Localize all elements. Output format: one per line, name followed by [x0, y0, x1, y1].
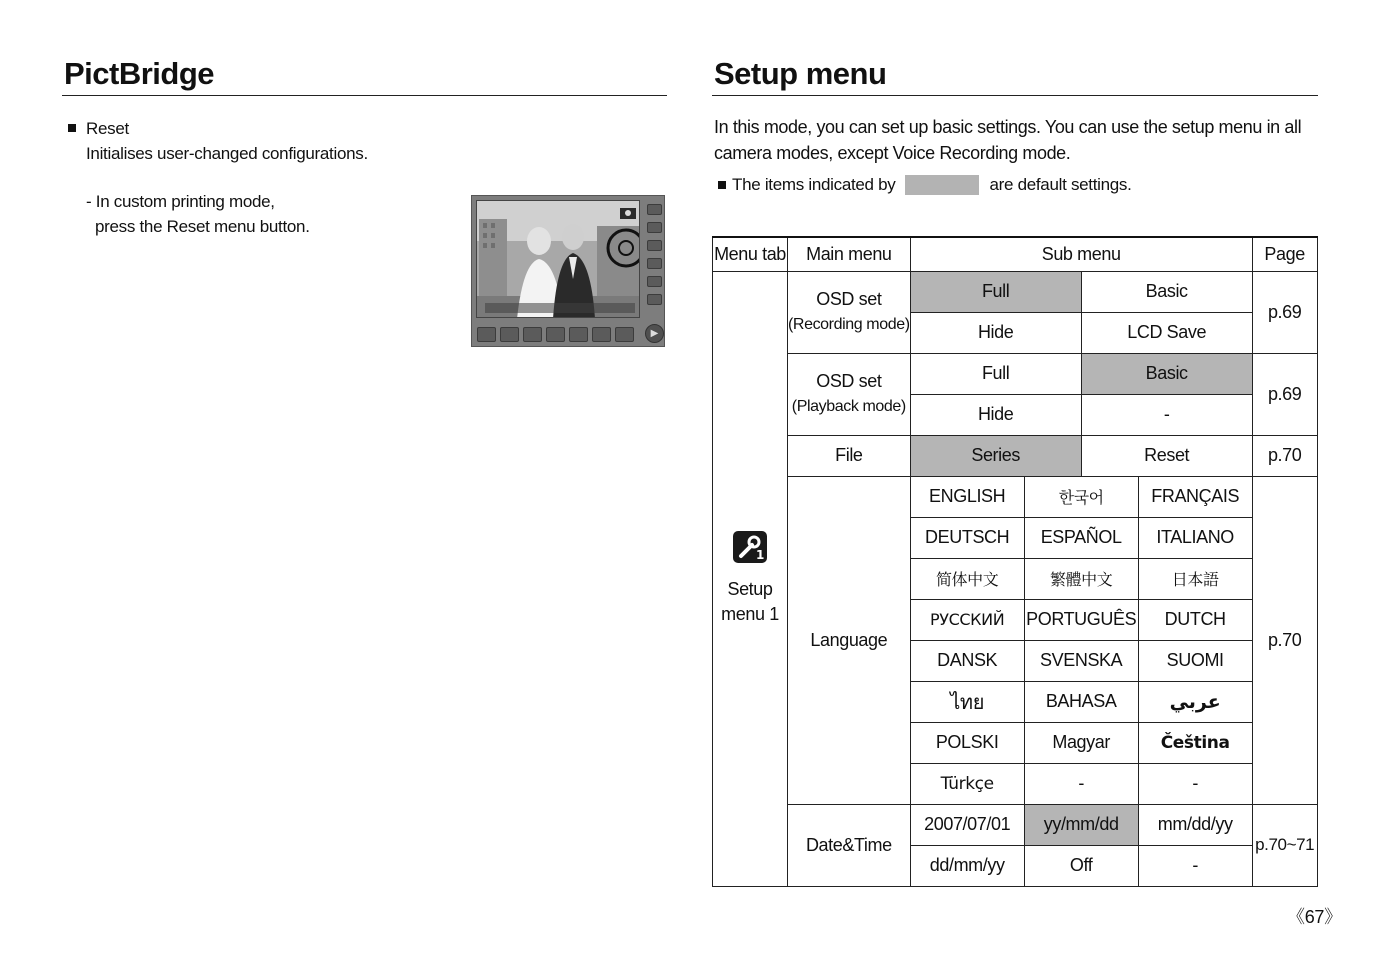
play-icon: ▶ [645, 324, 664, 343]
main-osd-playback [788, 353, 911, 435]
bullet-square-icon [718, 181, 726, 189]
datetime-cell: Off [1024, 845, 1138, 886]
lang-cell: - [1138, 763, 1252, 804]
wrench-setup-icon [733, 531, 767, 563]
default-shade-swatch [905, 175, 979, 195]
page-ref: p.70~71 [1252, 804, 1317, 886]
right-title-rule [712, 95, 1318, 96]
menu-tab-label-line2: menu 1 [721, 603, 779, 624]
lang-cell: SUOMI [1138, 640, 1252, 681]
page-ref: p.69 [1252, 353, 1317, 435]
lang-cell: POLSKI [910, 722, 1024, 763]
sub-cell: Hide [910, 394, 1081, 435]
main-language: Language [788, 476, 911, 804]
legend-text-before: The items indicated by [732, 175, 896, 194]
datetime-cell: yy/mm/dd [1024, 804, 1138, 845]
setup-menu-title: Setup menu [714, 56, 887, 91]
datetime-cell: 2007/07/01 [910, 804, 1024, 845]
header-page: Page [1252, 237, 1317, 271]
lang-cell: 繁體中文 [1024, 558, 1138, 599]
lang-cell: 한국어 [1024, 476, 1138, 517]
main-osd-recording [788, 271, 911, 353]
lang-cell: DEUTSCH [910, 517, 1024, 558]
sub-cell: Basic [1081, 271, 1252, 312]
camera-side-button [647, 294, 662, 305]
camera-side-button [647, 222, 662, 233]
setup-intro-line2: camera modes, except Voice Recording mode. [714, 143, 1071, 163]
main-osd-playback-line2: (Playback mode) [791, 398, 906, 415]
reset-heading-text: Reset [86, 119, 129, 138]
sub-cell: - [1081, 394, 1252, 435]
lang-cell: ENGLISH [910, 476, 1024, 517]
main-file: File [788, 435, 911, 476]
header-main-menu: Main menu [788, 237, 911, 271]
table-row [713, 353, 1318, 394]
main-osd-recording-line1: OSD set [816, 289, 882, 309]
setup-menu-table [712, 236, 1318, 887]
lang-cell: ITALIANO [1138, 517, 1252, 558]
sub-cell: Full [910, 353, 1081, 394]
lang-cell: Čeština [1138, 722, 1252, 763]
sub-cell: Basic [1081, 353, 1252, 394]
sub-cell: Series [910, 435, 1081, 476]
lang-cell: Türkçe [910, 763, 1024, 804]
setup-intro-line1: In this mode, you can set up basic settings. You can use the setup menu in all [714, 117, 1302, 137]
lang-cell: 日本語 [1138, 558, 1252, 599]
reset-description: Initialises user-changed configurations. [86, 144, 368, 163]
camera-bottom-button [477, 327, 496, 342]
pictbridge-title: PictBridge [64, 56, 215, 91]
lang-cell: 简体中文 [910, 558, 1024, 599]
camera-bottom-button [569, 327, 588, 342]
lang-cell: - [1024, 763, 1138, 804]
page-ref: p.70 [1252, 435, 1317, 476]
camera-side-button [647, 258, 662, 269]
table-header-row [713, 237, 1318, 271]
page-number: 《67》 [1287, 907, 1342, 927]
wedding-photo-preview [477, 201, 640, 318]
camera-bottom-button [592, 327, 611, 342]
lang-cell: ไทย [910, 681, 1024, 722]
reset-step-line2: press the Reset menu button. [95, 217, 310, 236]
page-ref: p.70 [1252, 476, 1317, 804]
lang-cell: SVENSKA [1024, 640, 1138, 681]
page-ref: p.69 [1252, 271, 1317, 353]
lang-cell: عربي [1138, 681, 1252, 722]
svg-text:1: 1 [756, 547, 764, 562]
lang-cell: FRANÇAIS [1138, 476, 1252, 517]
lang-cell: PORTUGUÊS [1024, 599, 1138, 640]
main-osd-recording-line2: (Recording mode) [788, 316, 910, 333]
datetime-cell: - [1138, 845, 1252, 886]
reset-step-line1: - In custom printing mode, [86, 192, 275, 211]
left-title-rule [62, 95, 667, 96]
setup-intro [714, 114, 1324, 166]
lang-cell: BAHASA [1024, 681, 1138, 722]
main-osd-playback-line1: OSD set [816, 371, 882, 391]
reset-heading [68, 119, 129, 139]
datetime-cell: dd/mm/yy [910, 845, 1024, 886]
lang-cell: DUTCH [1138, 599, 1252, 640]
camera-side-button [647, 240, 662, 251]
sub-cell: Full [910, 271, 1081, 312]
menu-tab-label-line1: Setup [727, 578, 773, 599]
sub-cell: Reset [1081, 435, 1252, 476]
camera-lcd-reset-screenshot [471, 195, 665, 347]
camera-bottom-button [546, 327, 565, 342]
sub-cell: LCD Save [1081, 312, 1252, 353]
table-row [713, 476, 1318, 517]
menu-tab-setup-1 [713, 271, 788, 886]
default-settings-legend [718, 175, 1132, 195]
camera-screen [476, 200, 640, 318]
table-row [713, 804, 1318, 845]
camera-side-button [647, 204, 662, 215]
camera-bottom-button [500, 327, 519, 342]
lang-cell: Magyar [1024, 722, 1138, 763]
datetime-cell: mm/dd/yy [1138, 804, 1252, 845]
header-menu-tab: Menu tab [713, 237, 788, 271]
bullet-square-icon [68, 124, 76, 132]
table-row [713, 271, 1318, 312]
lang-cell: DANSK [910, 640, 1024, 681]
header-sub-menu: Sub menu [910, 237, 1252, 271]
lang-cell: ESPAÑOL [1024, 517, 1138, 558]
table-row [713, 435, 1318, 476]
sub-cell: Hide [910, 312, 1081, 353]
camera-side-button [647, 276, 662, 287]
legend-text-after: are default settings. [989, 175, 1132, 194]
camera-bottom-button [615, 327, 634, 342]
lang-cell: РУССКИЙ [910, 599, 1024, 640]
camera-bottom-button [523, 327, 542, 342]
main-datetime: Date&Time [788, 804, 911, 886]
